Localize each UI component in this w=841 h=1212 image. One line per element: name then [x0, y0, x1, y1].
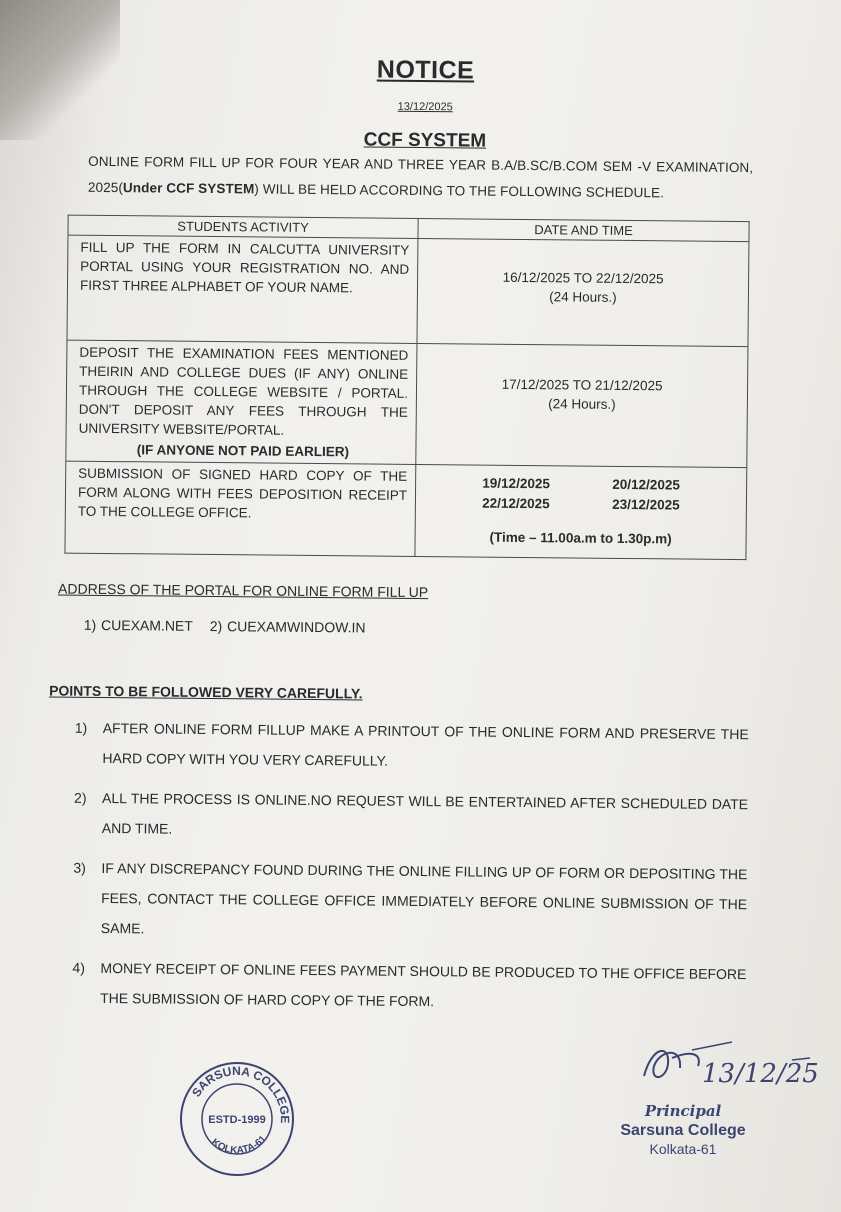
seal-estd: ESTD-1999	[208, 1114, 266, 1126]
date-cell	[416, 343, 748, 467]
table-row	[67, 235, 749, 347]
point-number: 4)	[72, 959, 85, 976]
list-item	[58, 713, 749, 780]
activity-cell	[66, 340, 417, 464]
notice-title: NOTICE	[376, 55, 475, 85]
intro-paragraph	[88, 149, 753, 207]
notice-date: 13/12/2025	[397, 100, 453, 114]
portal-item: 2) CUEXAMWINDOW.IN	[209, 617, 366, 636]
submission-time: (Time – 11.00a.m to 1.30p.m)	[489, 529, 672, 547]
activity-cell	[65, 461, 416, 556]
intro-text-bold: Under CCF SYSTEM	[122, 180, 255, 197]
college-name: Sarsuna College	[620, 1122, 746, 1139]
portal-heading: ADDRESS OF THE PORTAL FOR ONLINE FORM FILL UP	[58, 580, 429, 601]
point-text: IF ANY DISCREPANCY FOUND DURING THE ONLINE FILLING UP OF FORM OR DEPOSITING THE FEES, CONTACT THE COLLEGE OFFICE IMMEDIATELY BEFORE ONLINE SUBMISSION OF THE SAME.	[100, 859, 748, 937]
college-seal-stamp	[178, 1060, 296, 1178]
portal-list	[84, 617, 378, 636]
activity-note: (IF ANYONE NOT PAID EARLIER)	[136, 442, 350, 460]
schedule-table	[64, 215, 749, 561]
list-item	[56, 953, 747, 1020]
date-range: 16/12/2025 TO 22/12/2025	[502, 269, 664, 287]
submission-date: 20/12/2025	[612, 476, 680, 493]
table-row	[65, 461, 747, 560]
point-number: 3)	[73, 859, 86, 876]
principal-title: Principal	[644, 1102, 722, 1120]
signature-date: 13/12/25	[702, 1059, 819, 1089]
date-cell	[415, 464, 747, 559]
list-item	[57, 853, 748, 950]
point-number: 1)	[74, 719, 88, 736]
point-text: MONEY RECEIPT OF ONLINE FEES PAYMENT SHOULD BE PRODUCED TO THE OFFICE BEFORE THE SUBMISSION OF HARD COPY OF THE FORM.	[100, 959, 747, 1010]
point-text: ALL THE PROCESS IS ONLINE.NO REQUEST WILL BE ENTERTAINED AFTER SCHEDULED DATE AND TIME.	[101, 789, 749, 837]
submission-date: 23/12/2025	[612, 496, 680, 513]
duration-text: (24 Hours.)	[549, 289, 617, 305]
point-text: AFTER ONLINE FORM FILLUP MAKE A PRINTOUT OF THE ONLINE FORM AND PRESERVE THE HARD COPY WITH YOU VERY CAREFULLY.	[102, 719, 749, 769]
points-heading: POINTS TO BE FOLLOWED VERY CAREFULLY.	[49, 682, 363, 702]
seal-ring-text: SARSUNA COLLEGE	[189, 1063, 293, 1124]
activity-text: SUBMISSION OF SIGNED HARD COPY OF THE FORM ALONG WITH FEES DEPOSITION RECEIPT TO THE COLLEGE OFFICE.	[77, 465, 408, 521]
point-number: 2)	[74, 789, 87, 806]
date-range: 17/12/2025 TO 21/12/2025	[501, 376, 663, 394]
date-cell	[417, 238, 749, 346]
activity-text: FILL UP THE FORM IN CALCUTTA UNIVERSITY PORTAL USING YOUR REGISTRATION NO. AND FIRST THREE ALPHABET OF YOUR NAME.	[79, 239, 410, 296]
duration-text: (24 Hours.)	[548, 396, 616, 412]
header-activity: STUDENTS ACTIVITY	[68, 215, 418, 238]
seal-place: KOLKATA-61	[209, 1133, 269, 1157]
activity-cell	[67, 235, 418, 343]
table-row	[66, 340, 748, 468]
points-list	[56, 713, 749, 1030]
notice-subtitle: CCF SYSTEM	[363, 129, 487, 152]
activity-text: DEPOSIT THE EXAMINATION FEES MENTIONED THEIRIN AND COLLEGE DUES (IF ANY) ONLINE THROUGH THE COLLEGE WEBSITE / PORTAL. DON'T DEPOSIT ANY FEES THROUGH THE UNIVERSITY WEBSITE/PORTAL.	[78, 344, 409, 438]
college-city: Kolkata-61	[649, 1141, 717, 1157]
list-item	[58, 783, 749, 850]
header-date: DATE AND TIME	[418, 218, 749, 241]
signature-mark	[632, 1036, 822, 1096]
principal-block	[608, 1102, 758, 1159]
intro-text-1: ONLINE FORM FILL UP FOR FOUR YEAR AND THREE YEAR B.A/B.SC/B.COM SEM -V EXAMINATION, 2025(	[87, 153, 754, 196]
portal-item: 1) CUEXAM.NET	[83, 616, 193, 634]
intro-text-2: ) WILL BE HELD ACCORDING TO THE FOLLOWING SCHEDULE.	[254, 181, 665, 201]
submission-dates	[416, 473, 746, 516]
submission-date: 19/12/2025	[482, 475, 550, 492]
submission-date: 22/12/2025	[482, 495, 550, 512]
